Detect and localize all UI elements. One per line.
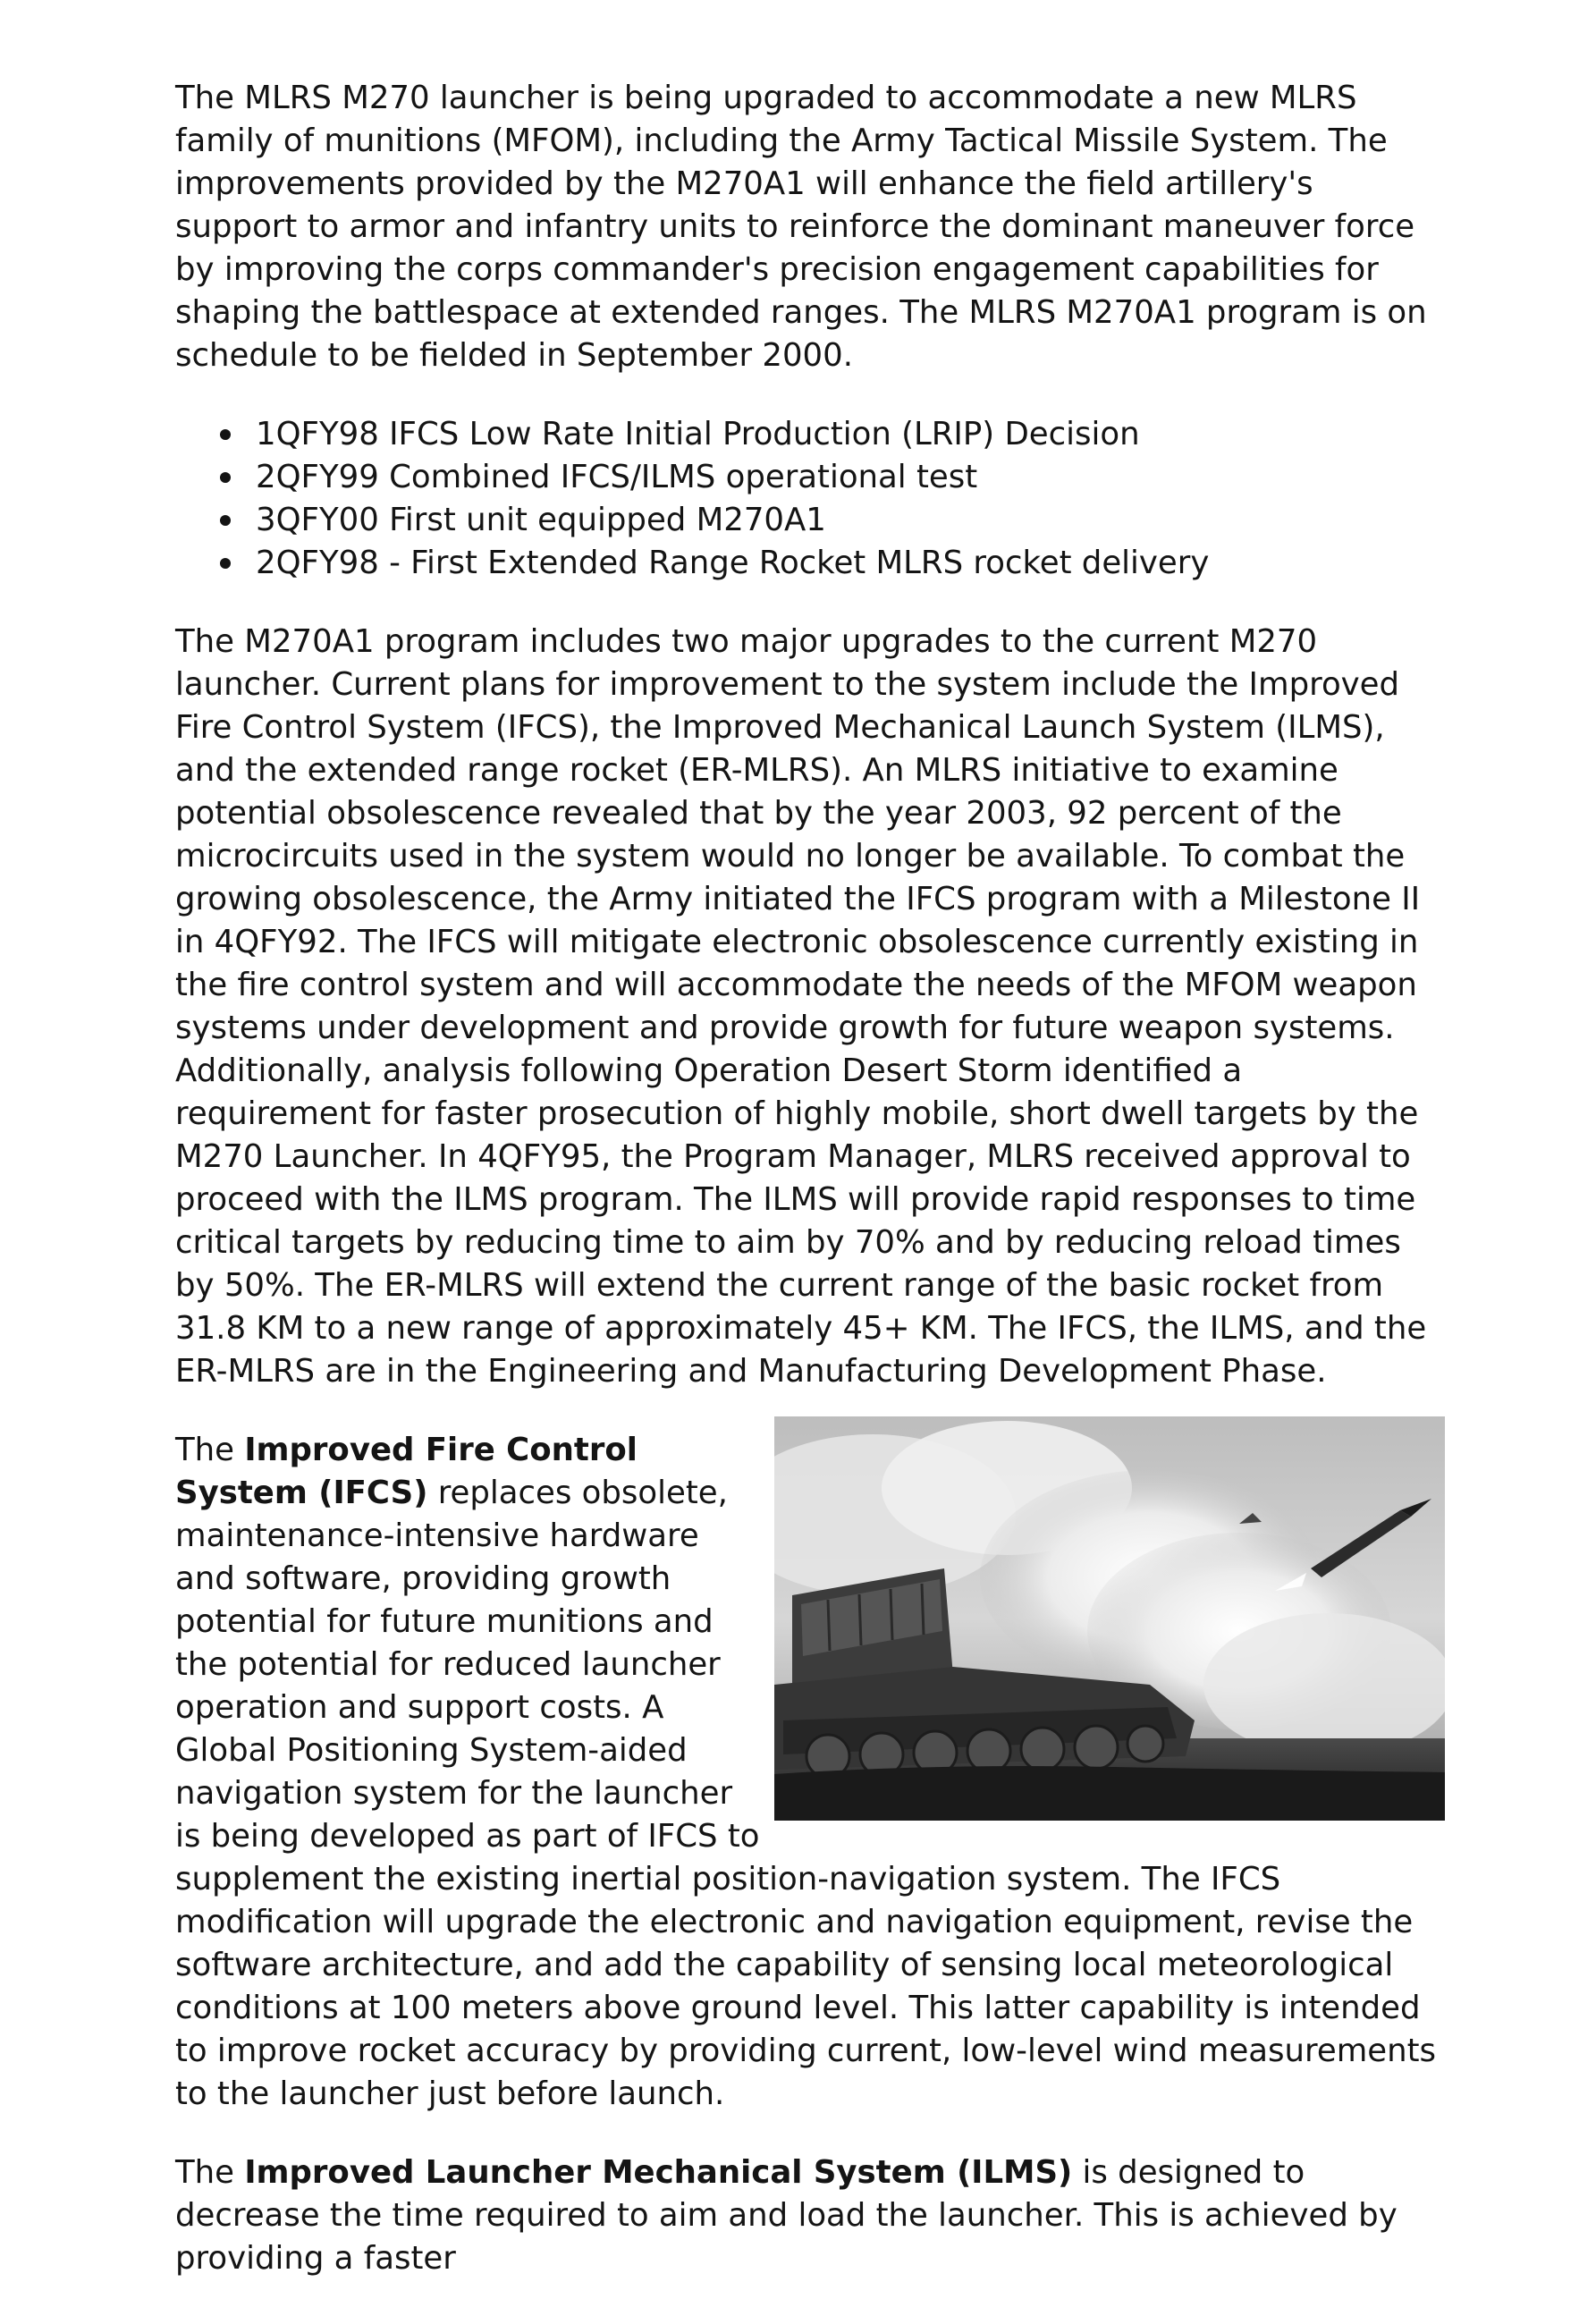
milestone-text: 2QFY98 - First Extended Range Rocket MLRS rocket delivery — [256, 545, 1210, 581]
milestone-text: 2QFY99 Combined IFCS/ILMS operational test — [256, 459, 978, 495]
ilms-body-text: is designed to decrease the time required to aim and load the launcher. This is achieved by providing a faster — [175, 2154, 1398, 2277]
milestone-list — [175, 413, 1445, 585]
ifcs-section — [175, 1429, 1445, 2116]
ilms-paragraph — [175, 2151, 1445, 2280]
ifcs-term: Improved Fire Control System (IFCS) — [175, 1432, 638, 1511]
ilms-term: Improved Launcher Mechanical System (ILMS) — [244, 2154, 1073, 2191]
bullet-icon — [220, 429, 231, 440]
document-page — [175, 77, 1445, 2316]
bullet-icon — [220, 515, 231, 526]
milestone-text: 3QFY00 First unit equipped M270A1 — [256, 502, 826, 538]
ifcs-body-text: replaces obsolete, maintenance-intensive hardware and software, providing growth potential for future munitions and the potential for reduced launcher operation and support costs. A Global Positioning System-aided navigation system for the launcher is being developed as part of IFCS to supplement the existing inertial position-navigation system. The IFCS modification will upgrade the electronic and navigation equipment, revise the software architecture, and add the capability of sensing local meteorological conditions at 100 meters above ground level. This latter capability is intended to improve rocket accuracy by providing current, low-level wind measurements to the launcher just before launch. — [175, 1475, 1437, 2112]
program-paragraph: The M270A1 program includes two major upgrades to the current M270 launcher. Current plans for improvement to the system include the Improved Fire Control System (IFCS), the Improved Mechanical Launch System (ILMS), and the extended range rocket (ER-MLRS). An MLRS initiative to examine potential obsolescence revealed that by the year 2003, 92 percent of the microcircuits used in the system would no longer be available. To combat the growing obsolescence, the Army initiated the IFCS program with a Milestone II in 4QFY92. The IFCS will mitigate electronic obsolescence currently existing in the fire control system and will accommodate the needs of the MFOM weapon systems under development and provide growth for future weapon systems. Additionally, analysis following Operation Desert Storm identified a requirement for faster prosecution of highly mobile, short dwell targets by the M270 Launcher. In 4QFY95, the Program Manager, MLRS received approval to proceed with the ILMS program. The ILMS will provide rapid responses to time critical targets by reducing time to aim by 70% and by reducing reload times by 50%. The ER-MLRS will extend the current range of the basic rocket from 31.8 KM to a new range of approximately 45+ KM. The IFCS, the ILMS, and the ER-MLRS are in the Engineering and Manufacturing Development Phase. — [175, 623, 1427, 1390]
bullet-icon — [220, 558, 231, 569]
ifcs-lead-text: The — [175, 1432, 245, 1468]
list-item — [256, 413, 1445, 456]
list-item — [256, 456, 1445, 499]
list-item — [256, 499, 1445, 542]
milestone-text: 1QFY98 IFCS Low Rate Initial Production (LRIP) Decision — [256, 416, 1140, 452]
mlrs-launch-photo — [774, 1416, 1445, 1821]
intro-paragraph: The MLRS M270 launcher is being upgraded to accommodate a new MLRS family of munitions (MFOM), including the Army Tactical Missile System. The improvements provided by the M270A1 will enhance the field artillery's support to armor and infantry units to reinforce the dominant maneuver force by improving the corps commander's precision engagement capabilities for shaping the battlespace at extended ranges. The MLRS M270A1 program is on schedule to be fielded in September 2000. — [175, 80, 1427, 374]
mlrs-launch-photo-graphic — [774, 1416, 1445, 1821]
list-item — [256, 542, 1445, 585]
bullet-icon — [220, 472, 231, 483]
ilms-lead-text: The — [175, 2154, 245, 2191]
